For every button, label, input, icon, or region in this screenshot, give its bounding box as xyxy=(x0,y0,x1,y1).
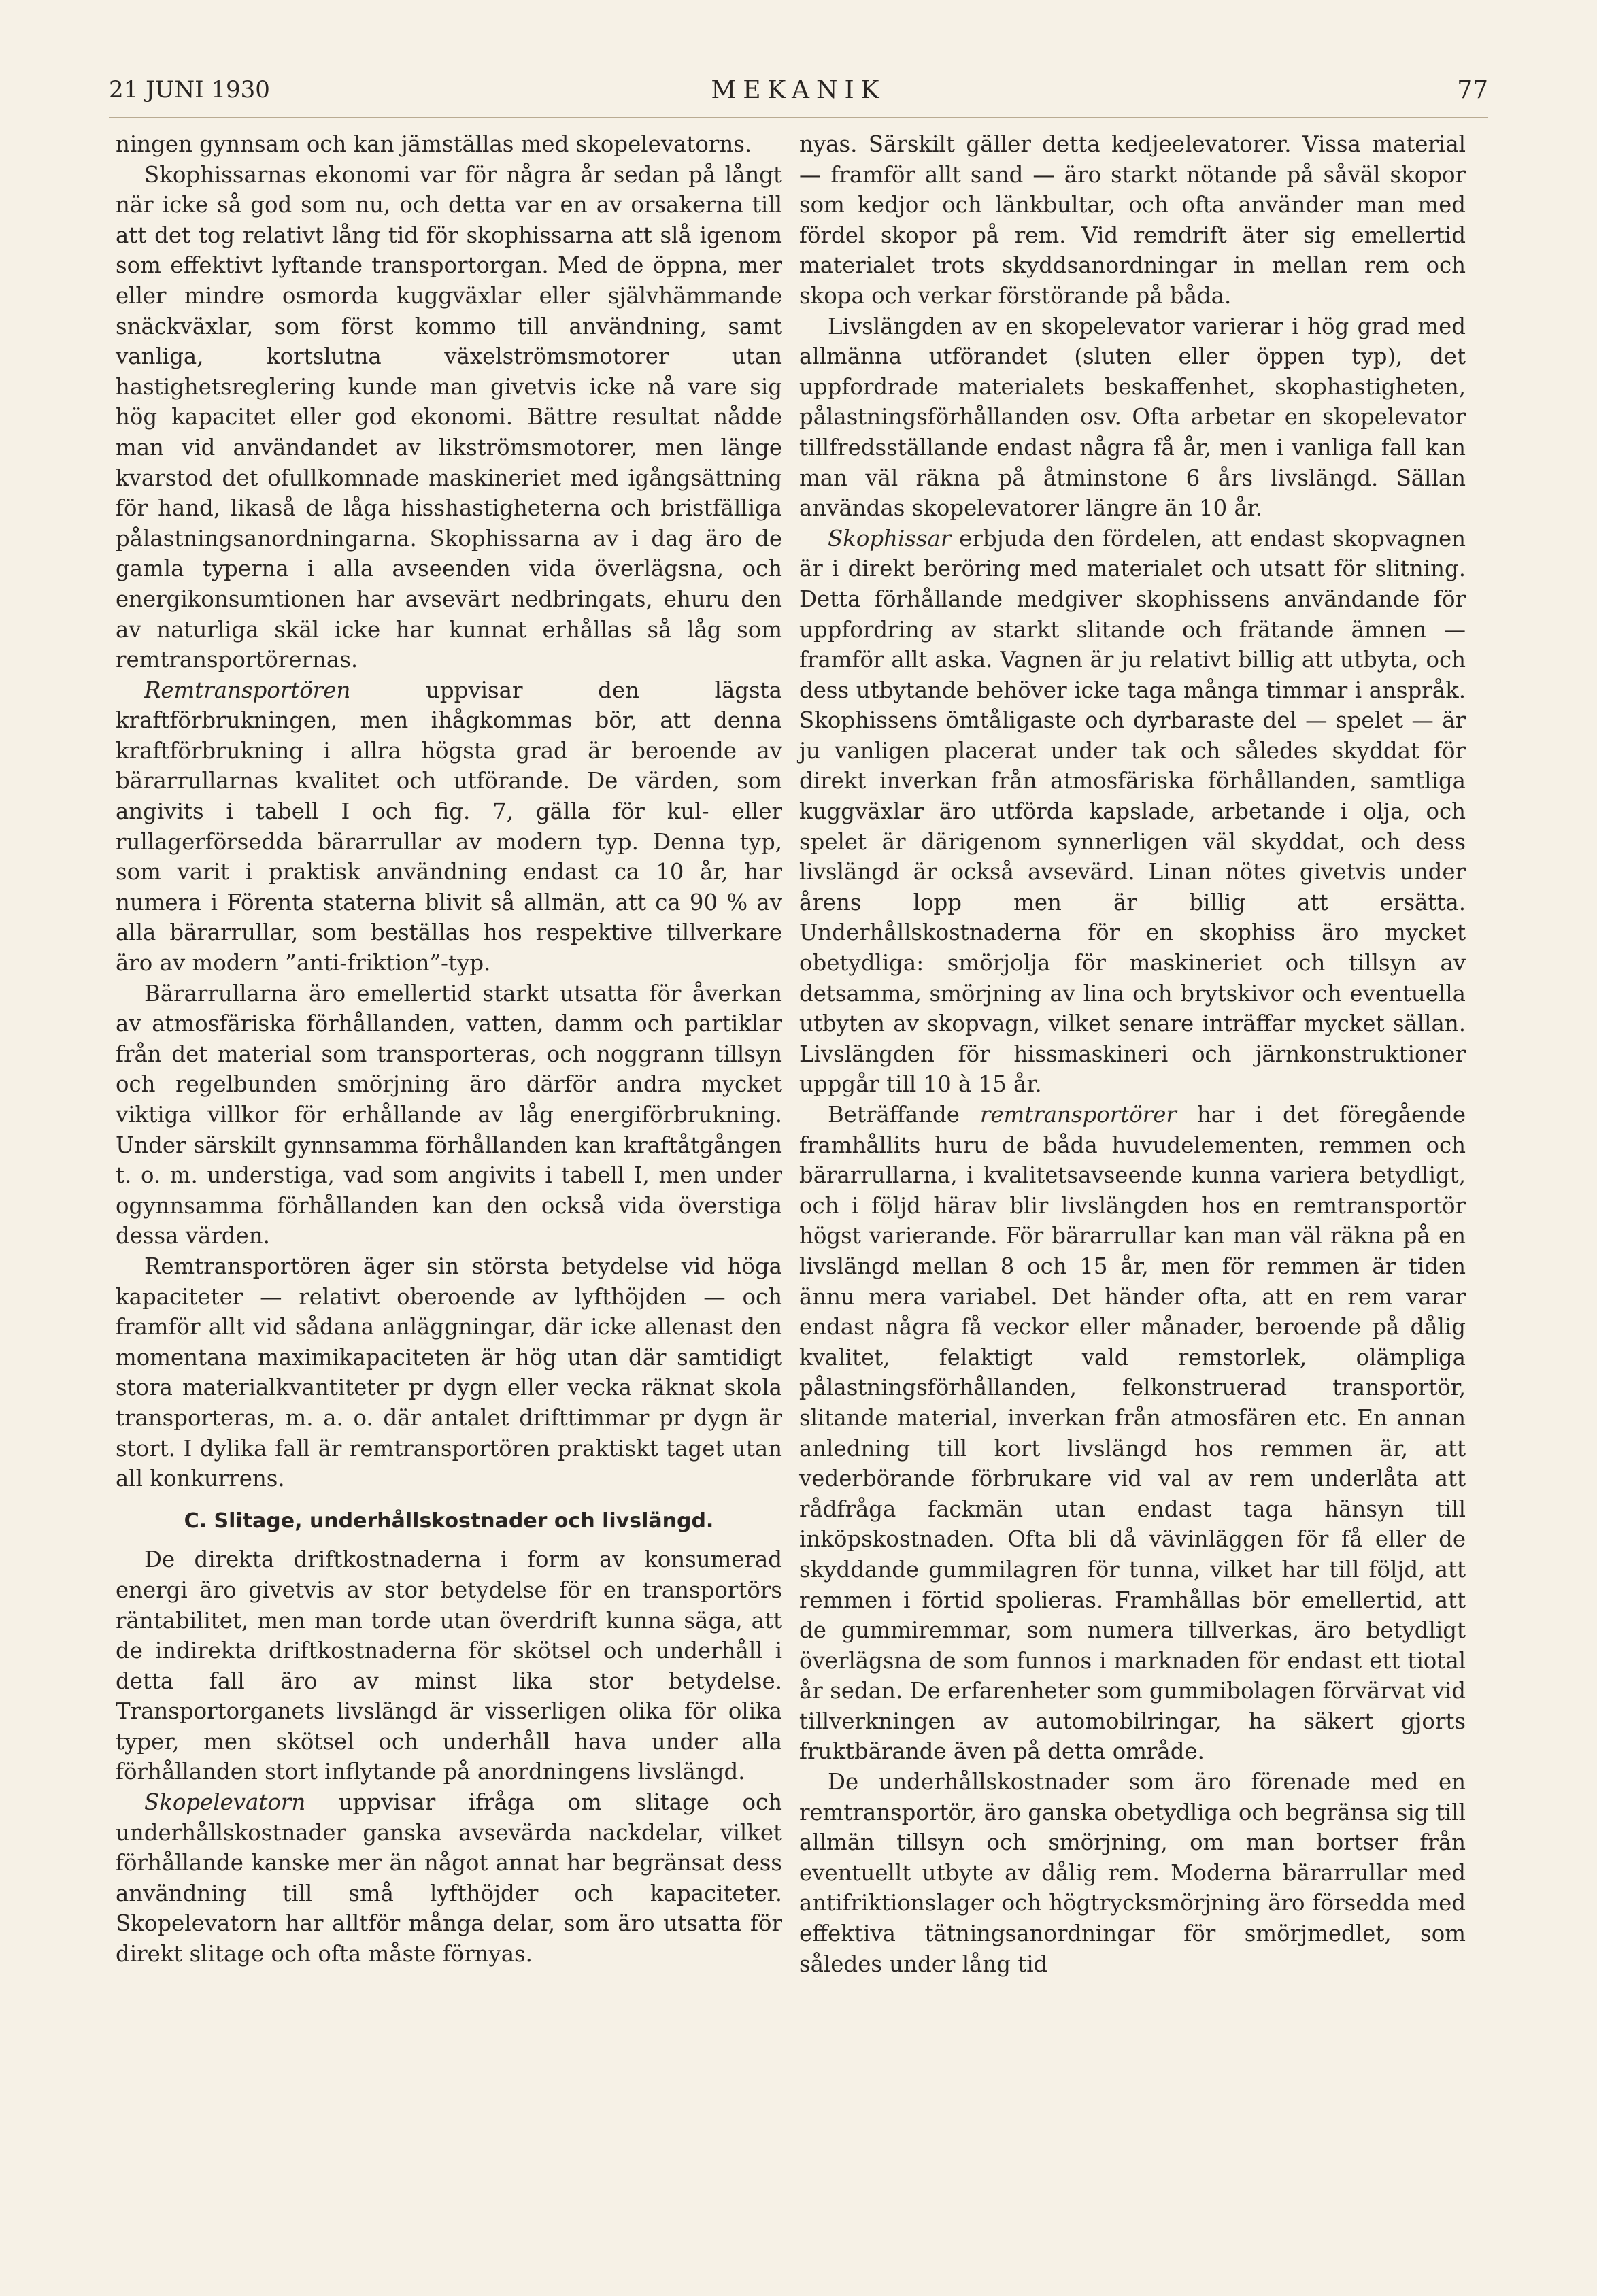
paragraph: Livslängden av en skopelevator varierar i hög grad med allmänna utförandet (sluten eller öppen typ), det uppfordrade materialets beskaffenhet, skophastigheten, pålastningsförhållanden osv. Ofta arbetar en skopelevator tillfredsställande endast några få år, men i vanliga fall kan man väl räkna på åtminstone 6 års livslängd. Sällan användas skopelevatorer längre än 10 år. xyxy=(799,313,1466,522)
journal-title: MEKANIK xyxy=(711,76,886,104)
paragraph: Bärarrullarna äro emellertid starkt utsatta för åverkan av atmosfäriska förhållanden, vatten, damm och partiklar från det material som transporteras, och noggrann tillsyn och regelbunden smörjning äro därför andra mycket viktiga villkor för erhållande av låg energiförbrukning. Under särskilt gynnsamma förhållanden kan kraftåtgången t. o. m. understiga, vad som angivits i tabell I, men under ogynnsamma förhållanden kan den också vida överstiga dessa värden. xyxy=(116,980,782,1249)
paragraph-text: Beträffande xyxy=(828,1102,980,1128)
paragraph: ningen gynnsam och kan jämställas med skopelevatorns. xyxy=(116,131,752,157)
italic-term: remtransportörer xyxy=(979,1102,1177,1128)
paragraph-text: erbjuda den fördelen, att endast skopvagnen är i direkt beröring med materialet och utsatt för slitning. Detta förhållande medgiver skophissens användande för uppfordring av starkt slitande och frätande ämnen — framför allt aska. Vagnen är ju relativt billig att utbyta, och dess utbytande behöver icke taga många timmar i anspråk. Skophissens ömtåligaste och dyrbaraste del — spelet — är ju vanligen placerat under tak och således skyddat för direkt inverkan från atmosfäriska förhållanden, samtliga kuggväxlar äro utförda kapslade, arbetande i olja, och spelet är därigenom synnerligen väl skyddat, och dess livslängd är också avsevärd. Linan nötes givetvis under årens lopp men är billig att ersätta. Underhållskostnaderna för en skophiss äro mycket obetydliga: smörjolja för maskineriet och tillsyn av detsamma, smörjning av lina och brytskivor och eventuella utbyten av skopvagn, vilket senare inträffar mycket sällan. Livslängden för hissmaskineri och järnkonstruktioner uppgår till 10 à 15 år. xyxy=(799,525,1466,1098)
paragraph: nyas. Särskilt gäller detta kedjeelevatorer. Vissa material — framför allt sand — äro starkt nötande på såväl skopor som kedjor och länkbultar, och ofta använder man med fördel skopor på rem. Vid remdrift äter sig emellertid materialet trots skyddsanordningar in mellan rem och skopa och verkar förstörande på båda. xyxy=(799,131,1466,309)
paragraph: Skophissarnas ekonomi var för några år sedan på långt när icke så god som nu, och detta var en av orsakerna till att det tog relativt lång tid för skophissarna att slå igenom som effektivt lyftande transportorgan. Med de öppna, mer eller mindre osmorda kuggväxlar eller självhämmande snäckväxlar, som först kommo till användning, samt vanliga, kortslutna växelströmsmotorer utan hastighetsreglering kunde man givetvis icke nå vare sig hög kapacitet eller god ekonomi. Bättre resultat nådde man vid användandet av likströmsmotorer, men länge kvarstod det ofullkomnade maskineriet med igångsättning för hand, likaså de låga hisshastigheterna och bristfälliga pålastningsanordningarna. Skophissarna av i dag äro de gamla typerna i alla avseenden vida överlägsna, och energikonsumtionen har avsevärt nedbringats, ehuru den av naturliga skäl icke har kunnat erhållas så låg som remtransportörernas. xyxy=(116,161,782,673)
page-number: 77 xyxy=(1457,76,1488,104)
page-header xyxy=(109,76,1488,118)
paragraph xyxy=(799,1100,1466,1767)
paragraph xyxy=(116,1787,782,1970)
paragraph-text: uppvisar den lägsta kraftförbrukningen, men ihågkommas bör, att denna kraftförbrukning i allra högsta grad är beroende av bärarrullarnas kvalitet och utförande. De värden, som angivits i tabell I och fig. 7, gälla för kul- eller rullagerförsedda bärarrullar av modern typ. Denna typ, som varit i praktisk användning endast ca 10 år, har numera i Förenta staterna blivit så allmän, att ca 90 % av alla bärarrullar, som beställas hos respektive tillverkare äro av modern ”anti-friktion”-typ. xyxy=(116,677,782,977)
left-column xyxy=(116,129,782,1970)
italic-term: Skopelevatorn xyxy=(144,1789,306,1816)
paragraph: De direkta driftkostnaderna i form av konsumerad energi äro givetvis av stor betydelse för en transportörs räntabilitet, men man torde utan överdrift kunna säga, att de indirekta driftkostnaderna för skötsel och underhåll i detta fall äro av minst lika stor betydelse. Transportorganets livslängd är visserligen olika för olika typer, men skötsel och underhåll hava under alla förhållanden stort inflytande på anordningens livslängd. xyxy=(116,1547,782,1785)
paragraph-text: uppvisar ifråga om slitage och underhållskostnader ganska avsevärda nackdelar, vilket förhållande kanske mer än något annat har begränsat dess användning till små lyfthöjder och kapaciteter. Skopelevatorn har alltför många delar, som äro utsatta för direkt slitage och ofta måste förnyas. xyxy=(116,1789,782,1968)
paragraph: Remtransportören äger sin största betydelse vid höga kapaciteter — relativt oberoende av lyfthöjden — och framför allt vid sådana anläggningar, där icke allenast den momentana maximikapaciteten är hög utan där samtidigt stora materialkvantiteter pr dygn eller vecka räknat skola transporteras, m. a. o. där antalet drifttimmar pr dygn är stort. I dylika fall är remtransportören praktiskt taget utan all konkurrens. xyxy=(116,1253,782,1492)
italic-term: Remtransportören xyxy=(144,677,351,703)
paragraph xyxy=(799,524,1466,1100)
section-heading: C. Slitage, underhållskostnader och livslängd. xyxy=(184,1508,714,1533)
paragraph: De underhållskostnader som äro förenade med en remtransportör, äro ganska obetydliga och begränsa sig till allmän tillsyn och smörjning, om man bortser från eventuellt utbyte av dålig rem. Moderna bärarrullar med antifriktionslager och högtrycksmörjning äro försedda med effektiva tätningsanordningar för smörjmedlet, som således under lång tid xyxy=(799,1769,1466,1977)
italic-term: Skophissar xyxy=(828,525,952,552)
right-column xyxy=(799,129,1466,1979)
paragraph xyxy=(116,675,782,979)
issue-date: 21 JUNI 1930 xyxy=(109,76,270,103)
paragraph-text: har i det föregående framhållits huru de båda huvudelementen, remmen och bärarrullarna, i kvalitetsavseende kunna variera betydligt, och i följd härav blir livslängden hos en remtransportör högst varierande. För bärarrullar kan man väl räkna på en livslängd mellan 8 och 15 år, men för remmen är tiden ännu mera variabel. Det händer ofta, att en rem varar endast några få veckor eller månader, beroende på dålig kvalitet, felaktigt vald remstorlek, olämpliga pålastningsförhållanden, felkonstruerad transportör, slitande material, inverkan från atmosfären etc. En annan anledning till kort livslängd hos remmen är, att vederbörande förbrukare vid val av rem underlåta att rådfråga fackmän utan endast taga hänsyn till inköpskostnaden. Ofta bli då vävinläggen för få eller de skyddande gummilagren för tunna, vilket har till följd, att remmen i förtid spolieras. Framhållas bör emellertid, att de gummiremmar, som numera tillverkas, äro betydligt överlägsna de som funnos i marknaden för endast ett tiotal år sedan. De erfarenheter som gummibolagen förvärvat vid tillverkningen av automobilringar, ha säkert gjorts fruktbärande även på detta område. xyxy=(799,1102,1466,1765)
